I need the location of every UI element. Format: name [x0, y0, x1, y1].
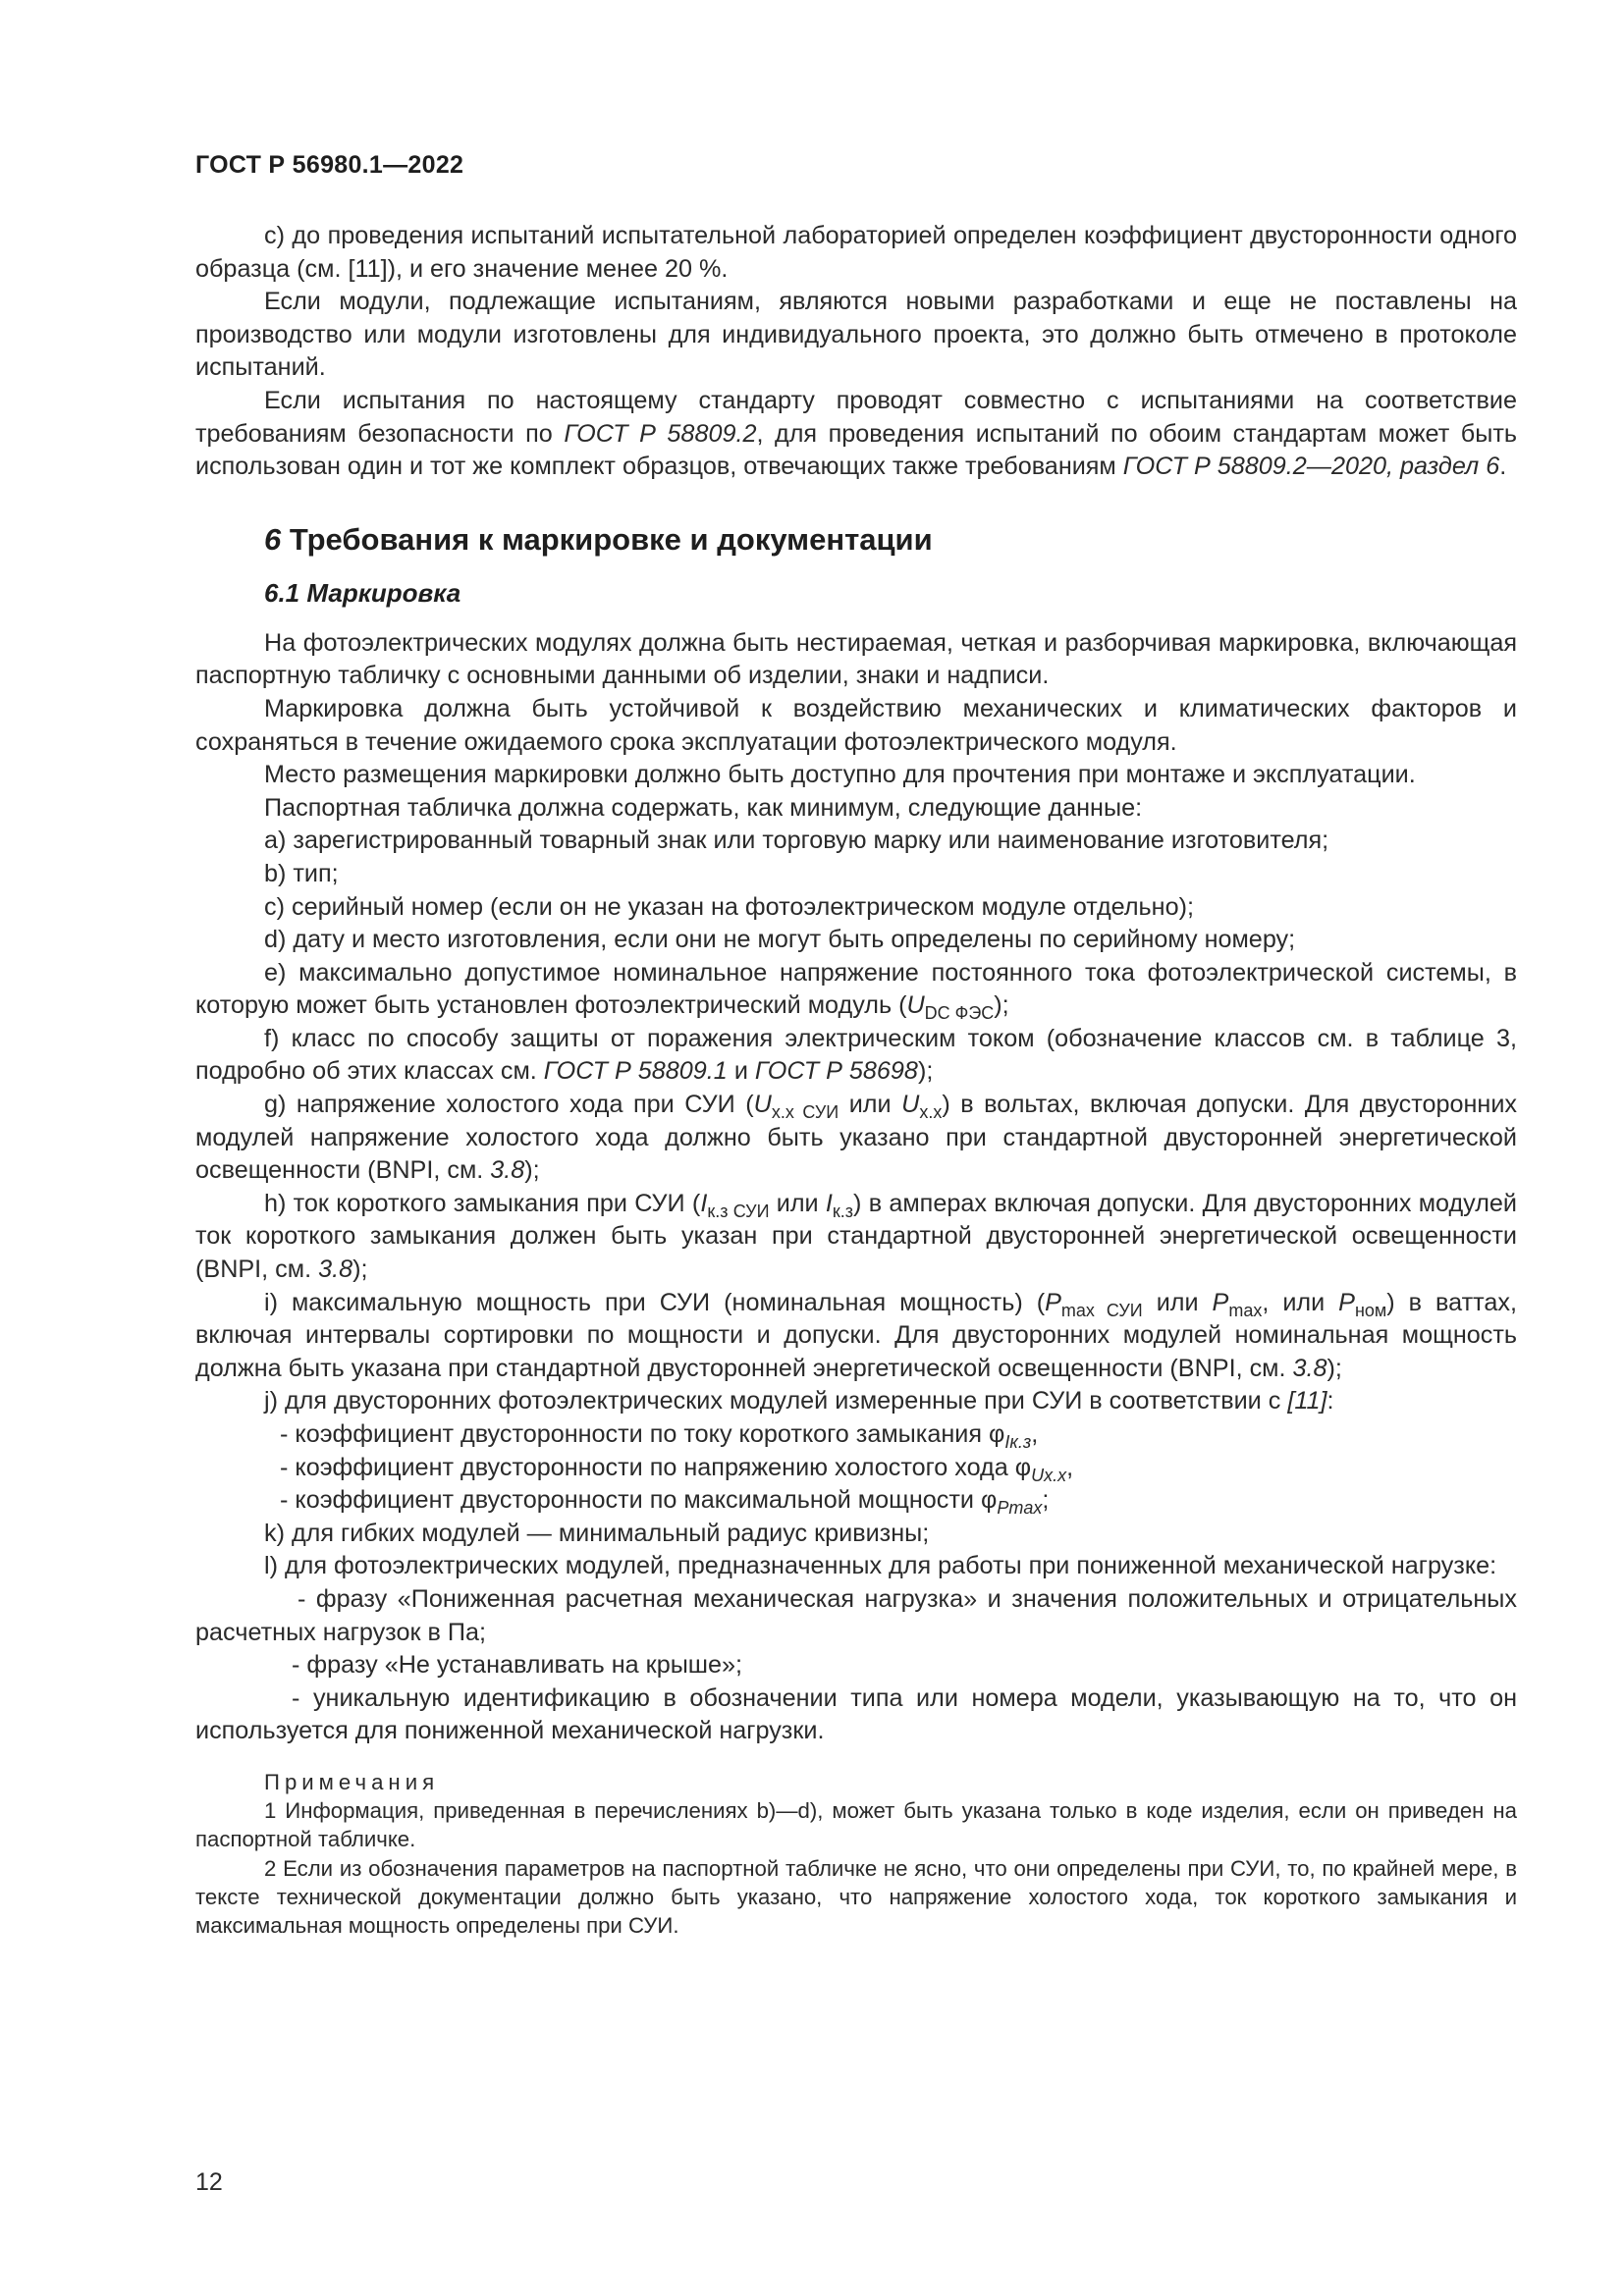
standard-reference: ГОСТ Р 58809.2—2020, раздел 6	[1122, 453, 1500, 481]
note-2: 2 Если из обозначения параметров на паспортной табличке не ясно, что они определены при СУИ, то, по крайней мере, в тексте технической документации должно быть указано, что напряжение холостого хода, ток короткого замыкания и максимальная мощность определены при СУИ.	[195, 1855, 1517, 1938]
clause-reference: 3.8	[1292, 1354, 1327, 1382]
note-1: 1 Информация, приведенная в перечислениях b)—d), может быть указана только в коде изделия, если он приведен на паспортной табличке.	[195, 1797, 1517, 1851]
text-run: - коэффициент двусторонности по току короткого замыкания φ	[280, 1420, 1005, 1448]
list-item-l-dash-2: - фразу «Не устанавливать на крыше»;	[292, 1651, 743, 1680]
bibliography-reference: [11]	[1287, 1387, 1327, 1415]
section-number: 6	[264, 521, 282, 557]
paragraph-marking-requirement: На фотоэлектрических модулях должна быть нестираемая, четкая и разборчивая маркировка, включающая паспортную табличку с основными данными об изделии, знаки и надписи.	[195, 628, 1517, 690]
list-item-h	[195, 1188, 1517, 1287]
text-run: .	[1499, 453, 1507, 481]
subscript: Iк.з	[1004, 1432, 1032, 1452]
text-run: , или	[1262, 1288, 1339, 1316]
text-run: , для проведения испытаний по обоим стандартам может быть использован один и тот же комплект образцов, отвечающих также требованиям	[195, 419, 1517, 481]
subscript: DC ФЭС	[924, 1003, 995, 1024]
list-item-j-dash-2	[195, 1452, 1517, 1485]
intro-item-c: c) до проведения испытаний испытательной лабораторией определен коэффициент двусторонности одного образца (см. [11]), и его значение менее 20 %.	[195, 222, 1517, 283]
text-run: g) напряжение холостого хода при СУИ (	[264, 1091, 754, 1119]
subscript: к.з СУИ	[707, 1201, 770, 1221]
intro-paragraph-new-modules: Если модули, подлежащие испытаниям, являются новыми разработками и еще не поставлены на производство или модули изготовлены для индивидуального проекта, это должно быть отмечено в протоколе испытаний.	[195, 288, 1517, 382]
list-item-l-dash-1: - фразу «Пониженная расчетная механическая нагрузка» и значения положительных и отрицательных расчетных нагрузок в Па;	[195, 1584, 1517, 1646]
symbol: U	[753, 1091, 772, 1119]
subscript: к.з	[832, 1201, 854, 1221]
text-run: - коэффициент двусторонности по напряжению холостого хода φ	[280, 1453, 1032, 1481]
text-run: ) в вольтах, включая допуски. Для двусторонних модулей напряжение холостого хода должно быть указано при стандартной двусторонней энергетической освещенности (BNPI, см.	[195, 1091, 1517, 1185]
list-item-j-dash-3	[195, 1484, 1517, 1518]
text-run: f) класс по способу защиты от поражения электрическим током (обозначение классов см. в таблице 3, подробно об этих классах см.	[195, 1024, 1517, 1086]
paragraph-marking-location: Место размещения маркировки должно быть доступно для прочтения при монтаже и эксплуатации.	[264, 761, 1416, 789]
text-run: ;	[1042, 1486, 1050, 1515]
text-run: h) ток короткого замыкания при СУИ (	[264, 1189, 701, 1217]
text-run: ,	[1066, 1453, 1074, 1481]
subscript: х.х	[919, 1102, 943, 1123]
list-item-k: k) для гибких модулей — минимальный радиус кривизны;	[264, 1519, 930, 1547]
symbol: U	[906, 991, 925, 1020]
text-run: ) в ваттах, включая интервалы сортировки по мощности и допуски. Для двусторонних модулей номинальная мощность должна быть указана при стандартной двусторонней энергетической освещенности (BNPI, см.	[195, 1288, 1517, 1382]
text-run: i) максимальную мощность при СУИ (номинальная мощность) (	[264, 1288, 1046, 1316]
text-run: );	[994, 991, 1009, 1020]
text-run: Если испытания по настоящему стандарту проводят совместно с испытаниями на соответствие требованиям безопасности по	[195, 386, 1517, 448]
symbol: P	[1212, 1288, 1229, 1316]
subscript: max	[1228, 1300, 1263, 1320]
symbol: I	[700, 1189, 708, 1217]
standard-reference: ГОСТ Р 58809.2	[564, 419, 757, 448]
list-item-l-dash-3: - уникальную идентификацию в обозначении типа или номера модели, указывающую на то, что он используется для пониженной механической нагрузки.	[195, 1683, 1517, 1745]
paragraph-marking-durability: Маркировка должна быть устойчивой к воздействию механических и климатических факторов и сохраняться в течение ожидаемого срока эксплуатации фотоэлектрического модуля.	[195, 694, 1517, 756]
subscript: ном	[1354, 1300, 1387, 1320]
text-run: или	[769, 1189, 826, 1217]
standard-header: ГОСТ Р 56980.1—2022	[195, 151, 464, 179]
page-number: 12	[195, 2168, 223, 2196]
text-run: );	[917, 1057, 934, 1086]
standard-reference: ГОСТ Р 58809.1	[543, 1057, 728, 1086]
text-run: и	[727, 1057, 755, 1086]
intro-paragraph-joint-tests	[195, 385, 1517, 484]
text-run: или	[839, 1091, 902, 1119]
symbol: U	[901, 1091, 920, 1119]
subscript: max СУИ	[1060, 1300, 1143, 1320]
paragraph-nameplate-intro: Паспортная табличка должна содержать, как минимум, следующие данные:	[264, 793, 1143, 822]
subscript: Uх.х	[1031, 1465, 1067, 1485]
text-run: );	[524, 1156, 540, 1185]
section-title: Требования к маркировке и документации	[281, 521, 933, 557]
list-item-a: a) зарегистрированный товарный знак или торговую марку или наименование изготовителя;	[264, 827, 1329, 855]
text-run: e) максимально допустимое номинальное напряжение постоянного тока фотоэлектрической системы, в которую может быть установлен фотоэлектрический модуль (	[195, 958, 1517, 1020]
clause-reference: 3.8	[318, 1255, 353, 1284]
symbol: P	[1045, 1288, 1061, 1316]
list-item-b: b) тип;	[264, 859, 339, 887]
subsection-heading	[264, 576, 1517, 610]
list-item-e	[195, 957, 1517, 1023]
notes-block	[195, 1768, 1517, 1940]
notes-title: Примечания	[264, 1769, 440, 1794]
text-run: или	[1142, 1288, 1213, 1316]
subscript: Pmax	[997, 1498, 1043, 1519]
text-run: ,	[1031, 1420, 1039, 1448]
text-run: );	[1326, 1354, 1342, 1382]
list-item-c: c) серийный номер (если он не указан на фотоэлектрическом модуле отдельно);	[264, 892, 1194, 921]
clause-reference: 3.8	[490, 1156, 525, 1185]
section-heading	[264, 520, 1517, 560]
list-item-d: d) дату и место изготовления, если они не могут быть определены по серийному номеру;	[264, 926, 1296, 954]
subscript: х.х СУИ	[771, 1102, 839, 1123]
list-item-j	[195, 1385, 1517, 1418]
page-body	[195, 220, 1517, 1940]
text-run: :	[1326, 1387, 1334, 1415]
list-item-j-dash-1	[195, 1418, 1517, 1452]
symbol: P	[1338, 1288, 1355, 1316]
list-item-f	[195, 1023, 1517, 1089]
text-run: );	[352, 1255, 368, 1284]
standard-reference: ГОСТ Р 58698	[754, 1057, 918, 1086]
list-item-l: l) для фотоэлектрических модулей, предназначенных для работы при пониженной механической нагрузке:	[264, 1552, 1497, 1580]
text-run: j) для двусторонних фотоэлектрических модулей измеренные при СУИ в соответствии с	[264, 1387, 1288, 1415]
subsection-number: 6.1	[264, 577, 300, 608]
list-item-g	[195, 1089, 1517, 1188]
subsection-title: Маркировка	[299, 577, 461, 608]
symbol: I	[825, 1189, 833, 1217]
list-item-i	[195, 1287, 1517, 1386]
text-run: ) в амперах включая допуски. Для двусторонних модулей ток короткого замыкания должен быть указан при стандартной двусторонней энергетической освещенности (BNPI, см.	[195, 1189, 1517, 1284]
text-run: - коэффициент двусторонности по максимальной мощности φ	[280, 1486, 998, 1515]
